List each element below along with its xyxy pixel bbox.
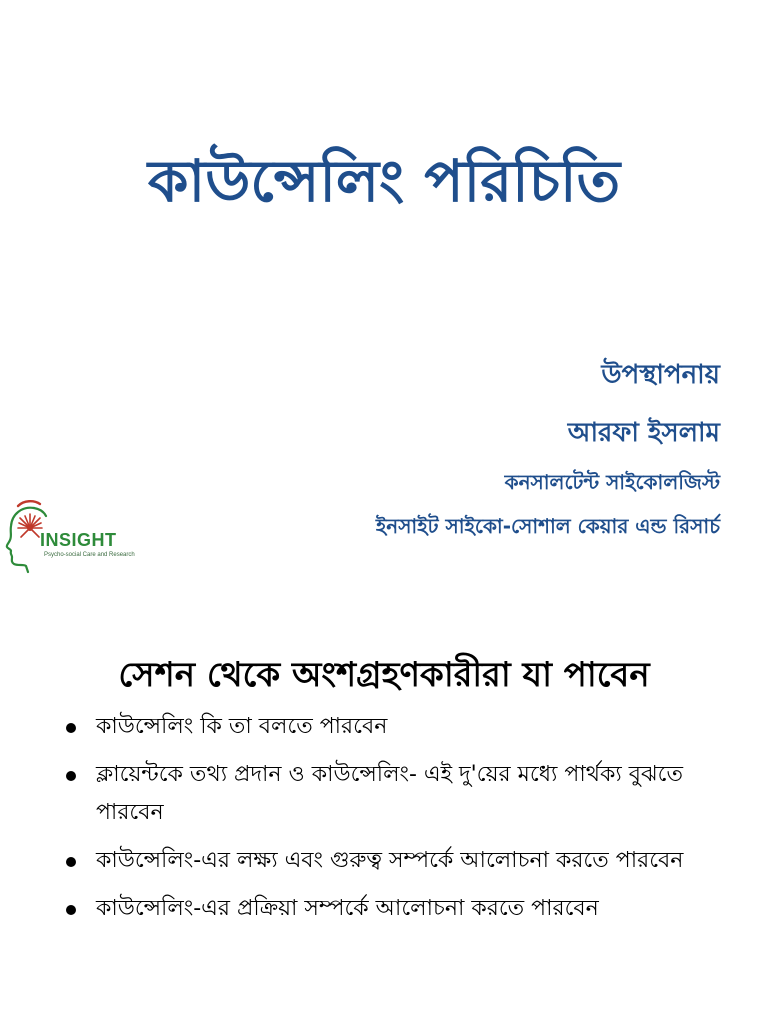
list-item: [66, 708, 716, 746]
list-item-text: কাউন্সেলিং কি তা বলতে পারবেন: [96, 714, 388, 739]
bullet-icon: [66, 723, 76, 733]
presenter-name: আরফা ইসলাম: [567, 418, 720, 448]
insight-logo: [4, 498, 135, 574]
logo-wordmark: INSIGHT: [40, 530, 117, 550]
bullet-icon: [66, 857, 76, 867]
slide-title: কাউন্সেলিং পরিচিতি: [147, 146, 621, 215]
logo-tagline: Psycho-social Care and Research: [44, 552, 135, 558]
list-item: [66, 890, 716, 928]
list-item: [66, 842, 716, 880]
objectives-title: সেশন থেকে অংশগ্রহণকারীরা যা পাবেন: [118, 655, 650, 696]
list-item: [66, 756, 716, 832]
bullet-icon: [66, 905, 76, 915]
presenter-role: কনসালটেন্ট সাইকোলজিস্ট: [504, 470, 720, 494]
list-item-text: কাউন্সেলিং-এর লক্ষ্য এবং গুরুত্ব সম্পর্কে আলোচনা করতে পারবেন: [96, 848, 684, 873]
objectives-list: [66, 708, 716, 938]
presenter-info: [376, 358, 720, 540]
objectives-slide: [0, 604, 768, 1024]
bullet-icon: [66, 771, 76, 781]
list-item-text: ক্লায়েন্টকে তথ্য প্রদান ও কাউন্সেলিং- এই দু'য়ের মধ্যে পার্থক্য বুঝতে পারবেন: [96, 762, 683, 825]
list-item-text: কাউন্সেলিং-এর প্রক্রিয়া সম্পর্কে আলোচনা করতে পারবেন: [96, 896, 599, 921]
presenter-organization: ইনসাইট সাইকো-সোশাল কেয়ার এন্ড রিসার্চ: [375, 514, 720, 538]
presenter-label: উপস্থাপনায়: [601, 360, 720, 390]
